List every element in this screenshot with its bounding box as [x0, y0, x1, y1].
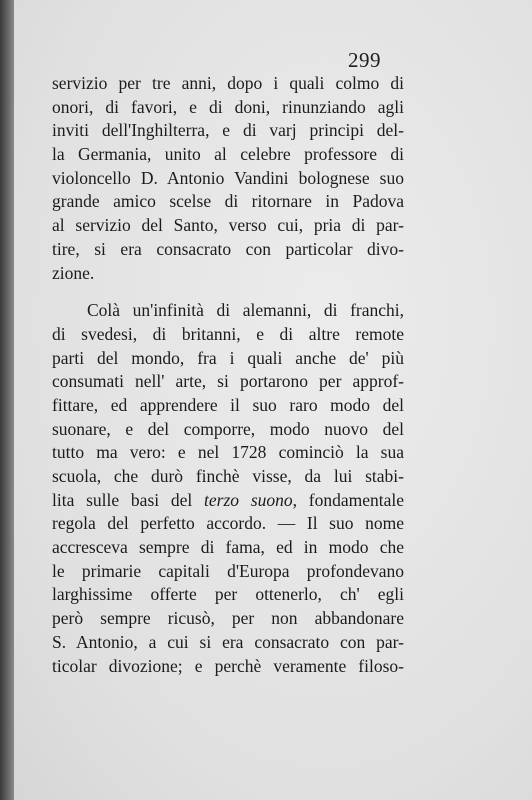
text-line: onori, di favori, e di doni, rinunziando agli	[52, 96, 404, 117]
text-line: accresceva sempre di fama, ed in modo che	[52, 537, 404, 558]
text-line: consumati nell' arte, si portarono per approf-	[52, 371, 404, 392]
text-line: al servizio del Santo, verso cui, pria di par-	[52, 215, 404, 236]
text-line: grande amico scelse di ritornare in Padova	[52, 191, 404, 212]
text-line: scuola, che durò finchè visse, da lui stabi-	[52, 466, 404, 486]
paragraph-1	[52, 72, 404, 285]
text-line: zione.	[52, 262, 95, 283]
text-line: servizio per tre anni, dopo i quali colmo di	[52, 73, 404, 93]
page-number: 299	[348, 48, 381, 72]
text-line: di svedesi, di britanni, e di altre remote	[52, 323, 404, 344]
book-page	[14, 0, 532, 800]
body-text	[52, 72, 404, 678]
text-line: parti del mondo, fra i quali anche de' più	[52, 347, 404, 368]
text-line: fittare, ed apprendere il suo raro modo del	[52, 394, 404, 415]
paragraph-2	[52, 299, 404, 678]
text-line: le primarie capitali d'Europa profondevano	[52, 560, 404, 581]
italic-phrase: terzo suono	[204, 489, 293, 510]
text-line: tire, si era consacrato con particolar divo-	[52, 238, 404, 259]
text-line: regola del perfetto accordo. — Il suo nome	[52, 513, 404, 534]
text-line: tutto ma vero: e nel 1728 cominciò la sua	[52, 442, 404, 463]
text-line: Colà un'infinità di alemanni, di franchi,	[87, 300, 404, 321]
text-line: S. Antonio, a cui si era consacrato con par-	[52, 631, 404, 652]
text-line: violoncello D. Antonio Vandini bolognese suo	[52, 167, 404, 188]
book-binding-shadow	[0, 0, 14, 800]
paragraph-gap	[52, 285, 404, 299]
text-line: larghissime offerte per ottenerlo, ch' egli	[52, 584, 404, 605]
text-line: ticolar divozione; e perchè veramente filoso-	[52, 655, 404, 676]
text-line: inviti dell'Inghilterra, e di varj principi del-	[52, 120, 404, 141]
text-line: lita sulle basi del terzo suono, fondamentale	[52, 489, 404, 510]
text-line: però sempre ricusò, per non abbandonare	[52, 608, 404, 629]
text-line: suonare, e del comporre, modo nuovo del	[52, 418, 404, 439]
text-line: la Germania, unito al celebre professore di	[52, 144, 404, 165]
